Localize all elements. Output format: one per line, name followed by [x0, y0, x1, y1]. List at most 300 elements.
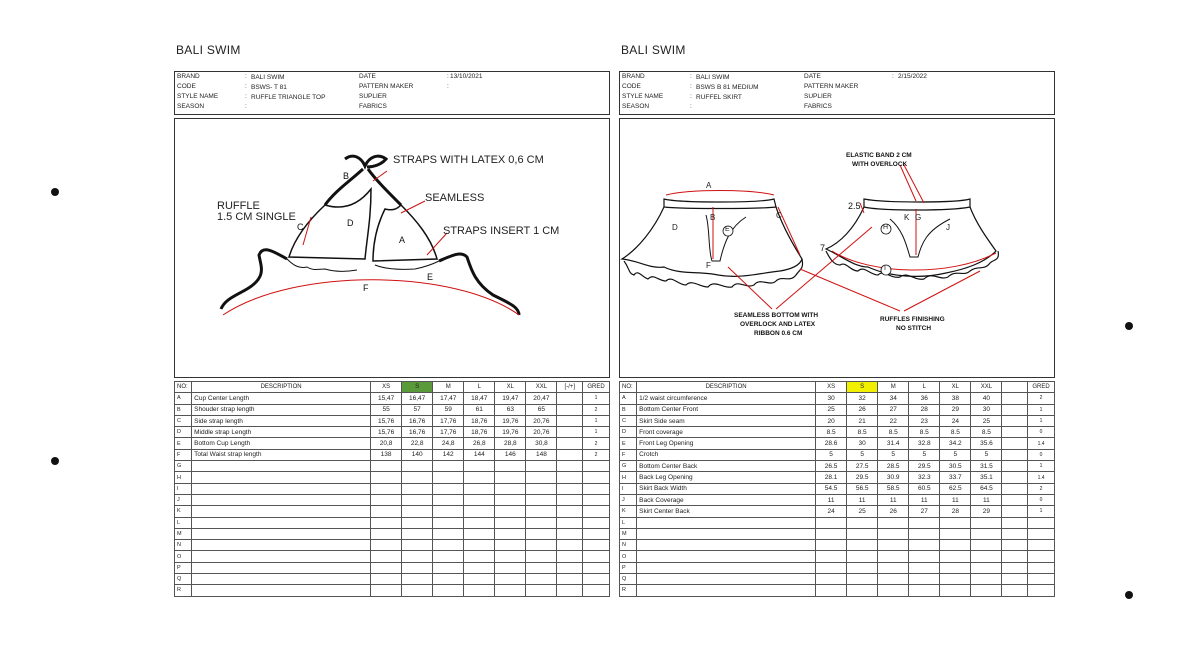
header-no: NO: [175, 382, 192, 393]
row-value: 24 [940, 415, 971, 426]
row-value: 1 [583, 427, 610, 438]
row-letter: J [620, 494, 637, 505]
row-value: 40 [971, 393, 1002, 404]
row-value [816, 540, 847, 551]
row-value: 30.5 [940, 461, 971, 472]
row-value [495, 540, 526, 551]
row-value [847, 574, 878, 585]
row-value: 28 [940, 506, 971, 517]
row-description [637, 562, 816, 573]
spec-sheet-skirt [619, 0, 1055, 662]
row-letter: N [620, 540, 637, 551]
header-description: DESCRIPTION [192, 382, 371, 393]
row-value: 26,8 [464, 438, 495, 449]
row-letter: C [175, 415, 192, 426]
brand-title: BALI SWIM [176, 43, 241, 57]
row-value [526, 551, 557, 562]
measurement-table [174, 381, 610, 597]
row-letter: G [175, 461, 192, 472]
row-description [637, 528, 816, 539]
row-description [637, 574, 816, 585]
row-description: Front coverage [637, 427, 816, 438]
measure-label-i: I [884, 265, 886, 272]
row-description [192, 551, 371, 562]
row-letter: N [175, 540, 192, 551]
row-value: 29.5 [847, 472, 878, 483]
row-value [1002, 393, 1028, 404]
row-value: 20,47 [526, 393, 557, 404]
row-value [371, 483, 402, 494]
measure-label-c: C [297, 222, 304, 232]
row-value: 11 [878, 494, 909, 505]
header-xxl: XXL [526, 382, 557, 393]
row-value: 16,76 [402, 415, 433, 426]
row-value [557, 494, 583, 505]
row-value [1028, 540, 1055, 551]
row-value [1002, 494, 1028, 505]
row-value [433, 494, 464, 505]
date-value: 13/10/2021 [450, 73, 483, 80]
row-value [495, 528, 526, 539]
row-value [495, 483, 526, 494]
row-value [1002, 540, 1028, 551]
callout-ruffles-line1: RUFFLES FINISHING [880, 316, 945, 323]
table-row [620, 574, 1055, 585]
row-letter: L [175, 517, 192, 528]
row-description: Skirt Back Width [637, 483, 816, 494]
row-value [433, 472, 464, 483]
row-value [1028, 562, 1055, 573]
row-value [909, 517, 940, 528]
row-letter: F [175, 449, 192, 460]
table-row [620, 461, 1055, 472]
row-value [495, 574, 526, 585]
season-label: SEASON [622, 103, 650, 110]
row-value: 26 [878, 506, 909, 517]
row-value [878, 562, 909, 573]
margin-dot [1125, 322, 1133, 330]
measure-label-d: D [672, 223, 678, 232]
row-value [402, 461, 433, 472]
row-value [402, 517, 433, 528]
pattern-maker-label: PATTERN MAKER [804, 83, 859, 90]
row-letter: H [175, 472, 192, 483]
row-value: 29.5 [909, 461, 940, 472]
row-value [371, 528, 402, 539]
row-value [433, 574, 464, 585]
row-letter: G [620, 461, 637, 472]
row-value [847, 551, 878, 562]
row-value: 27.5 [847, 461, 878, 472]
row-description: Bottom Center Back [637, 461, 816, 472]
row-description: Skirt Side seam [637, 415, 816, 426]
spec-sheet-top [174, 0, 610, 662]
row-value: 30 [971, 404, 1002, 415]
table-row [175, 393, 610, 404]
row-value: 11 [971, 494, 1002, 505]
row-letter: P [620, 562, 637, 573]
row-value [557, 562, 583, 573]
row-value: 54.5 [816, 483, 847, 494]
row-value: 34.2 [940, 438, 971, 449]
row-value [583, 551, 610, 562]
table-row [175, 438, 610, 449]
row-value: 32.3 [909, 472, 940, 483]
table-row [620, 585, 1055, 596]
row-letter: D [620, 427, 637, 438]
row-value [1002, 438, 1028, 449]
row-value [583, 540, 610, 551]
row-letter: K [620, 506, 637, 517]
row-value: 1 [1028, 415, 1055, 426]
table-row [175, 449, 610, 460]
row-value [1002, 415, 1028, 426]
row-value [878, 551, 909, 562]
row-value [557, 540, 583, 551]
row-value [371, 585, 402, 596]
brand-label: BRAND [177, 73, 200, 80]
row-value: 32.8 [909, 438, 940, 449]
info-box: BRAND : BALI SWIM CODE : BSWS B 81 MEDIUM STYLE NAME : RUFFEL SKIRT SEASON : DATE : 2/15/2022 PATTERN MAKER SUPLIER FABRICS [619, 71, 1055, 115]
row-value: 20 [816, 415, 847, 426]
row-description: Crotch [637, 449, 816, 460]
row-value [816, 562, 847, 573]
row-letter: B [620, 404, 637, 415]
table-row [620, 506, 1055, 517]
row-letter: J [175, 494, 192, 505]
row-value [526, 483, 557, 494]
row-value [583, 585, 610, 596]
callout-straps-insert: STRAPS INSERT 1 CM [443, 225, 560, 237]
row-letter: O [620, 551, 637, 562]
callout-seamless-line2: OVERLOCK AND LATEX [740, 321, 816, 328]
row-value [816, 574, 847, 585]
code-label: CODE [177, 83, 196, 90]
measure-label-k: K [904, 213, 910, 222]
row-value [1002, 506, 1028, 517]
row-value: 28 [909, 404, 940, 415]
row-letter: I [175, 483, 192, 494]
row-value: 28.6 [816, 438, 847, 449]
measure-label-a: A [706, 181, 712, 190]
row-value: 8.5 [971, 427, 1002, 438]
row-value [526, 506, 557, 517]
measure-label-d: D [347, 218, 354, 228]
table-row [175, 427, 610, 438]
header-xs: XS [816, 382, 847, 393]
row-description: Back Leg Opening [637, 472, 816, 483]
brand-label: BRAND [622, 73, 645, 80]
table-row [175, 415, 610, 426]
row-value [909, 540, 940, 551]
row-value: 146 [495, 449, 526, 460]
row-value [1002, 483, 1028, 494]
row-value [940, 562, 971, 573]
callout-ruffles-line2: NO STITCH [896, 325, 932, 332]
row-letter: O [175, 551, 192, 562]
row-value [1028, 517, 1055, 528]
row-value: 140 [402, 449, 433, 460]
row-description [637, 585, 816, 596]
row-letter: A [175, 393, 192, 404]
row-value [847, 540, 878, 551]
row-value: 30 [816, 393, 847, 404]
row-value: 35.1 [971, 472, 1002, 483]
row-value [557, 427, 583, 438]
brand-title: BALI SWIM [621, 43, 686, 57]
row-value: 34 [878, 393, 909, 404]
row-value [371, 494, 402, 505]
row-value [1028, 528, 1055, 539]
row-value: 5 [878, 449, 909, 460]
row-value [464, 506, 495, 517]
margin-dot [51, 457, 59, 465]
row-value: 17,76 [433, 415, 464, 426]
row-value: 57 [402, 404, 433, 415]
callout-ruffle-line2: 1.5 CM SINGLE [217, 211, 296, 223]
row-value [1002, 585, 1028, 596]
row-value: 11 [940, 494, 971, 505]
row-value [402, 483, 433, 494]
table-row [620, 404, 1055, 415]
row-letter: B [175, 404, 192, 415]
row-value [909, 562, 940, 573]
row-description: Cup Center Length [192, 393, 371, 404]
date-value: 2/15/2022 [898, 73, 927, 80]
row-value [433, 562, 464, 573]
row-value: 30.9 [878, 472, 909, 483]
header-xl: XL [495, 382, 526, 393]
callout-seamless: SEAMLESS [425, 192, 485, 204]
row-value [1002, 551, 1028, 562]
row-value [1028, 551, 1055, 562]
row-description [637, 517, 816, 528]
bikini-top-illustration [175, 119, 609, 377]
row-value: 20,8 [371, 438, 402, 449]
measure-label-2-5: 2.5 [848, 201, 861, 211]
style-label: STYLE NAME [177, 93, 219, 100]
row-value [557, 404, 583, 415]
table-row [175, 494, 610, 505]
measure-label-a: A [399, 235, 406, 245]
row-value: 32 [847, 393, 878, 404]
row-letter: M [175, 528, 192, 539]
row-value [1002, 517, 1028, 528]
row-value: 29 [940, 404, 971, 415]
row-value [402, 494, 433, 505]
row-value: 22,8 [402, 438, 433, 449]
table-row [620, 540, 1055, 551]
table-row [175, 517, 610, 528]
row-value [909, 551, 940, 562]
row-value [878, 585, 909, 596]
header-grade: GRED [583, 382, 610, 393]
row-value: 11 [847, 494, 878, 505]
row-value: 38 [940, 393, 971, 404]
row-value [464, 461, 495, 472]
row-value [495, 461, 526, 472]
row-value [557, 461, 583, 472]
code-value: BSWS B 81 MEDIUM [696, 84, 759, 91]
table-row [620, 483, 1055, 494]
row-value [583, 506, 610, 517]
row-value [816, 551, 847, 562]
row-value [464, 585, 495, 596]
row-value: 0 [1028, 427, 1055, 438]
row-value: 26.5 [816, 461, 847, 472]
row-value [495, 562, 526, 573]
row-value: 19,47 [495, 393, 526, 404]
header-l: L [909, 382, 940, 393]
row-description: Skirt Center Back [637, 506, 816, 517]
row-value [371, 574, 402, 585]
row-value [371, 540, 402, 551]
row-value [464, 551, 495, 562]
row-value: 138 [371, 449, 402, 460]
row-value: 19,76 [495, 415, 526, 426]
row-value: 2 [583, 404, 610, 415]
row-value: 64.5 [971, 483, 1002, 494]
row-description: Front Leg Opening [637, 438, 816, 449]
measure-label-b: B [343, 171, 350, 181]
row-value [1002, 461, 1028, 472]
row-description: Bottom Center Front [637, 404, 816, 415]
table-row [175, 540, 610, 551]
margin-dot [51, 188, 59, 196]
row-description: Back Coverage [637, 494, 816, 505]
row-value [816, 528, 847, 539]
row-value [433, 540, 464, 551]
row-value: 25 [971, 415, 1002, 426]
row-value: 25 [816, 404, 847, 415]
supplier-label: SUPLIER [359, 93, 387, 100]
row-value [1028, 574, 1055, 585]
row-value [402, 472, 433, 483]
row-value [557, 415, 583, 426]
row-value: 24,8 [433, 438, 464, 449]
row-value: 15,76 [371, 427, 402, 438]
row-value [1002, 574, 1028, 585]
row-value [583, 472, 610, 483]
row-value [526, 517, 557, 528]
table-row [175, 574, 610, 585]
row-value: 0 [1028, 494, 1055, 505]
row-value: 26 [847, 404, 878, 415]
row-value [557, 551, 583, 562]
row-value: 1 [1028, 506, 1055, 517]
row-value [816, 585, 847, 596]
row-letter: M [620, 528, 637, 539]
row-value: 15,47 [371, 393, 402, 404]
row-value [495, 551, 526, 562]
header-description: DESCRIPTION [637, 382, 816, 393]
row-value: 1 [1028, 404, 1055, 415]
row-value [583, 574, 610, 585]
callout-ruffle-line1: RUFFLE [217, 200, 260, 212]
table-row [620, 427, 1055, 438]
table-row [620, 517, 1055, 528]
row-value [557, 472, 583, 483]
row-value: 15,76 [371, 415, 402, 426]
row-value [495, 472, 526, 483]
row-value: 16,47 [402, 393, 433, 404]
row-value [557, 574, 583, 585]
row-value [402, 562, 433, 573]
row-value [433, 585, 464, 596]
date-label: DATE [359, 73, 376, 80]
row-value [940, 551, 971, 562]
row-value [1002, 404, 1028, 415]
table-header-row [620, 382, 1055, 393]
row-description [192, 585, 371, 596]
row-value: 36 [909, 393, 940, 404]
row-value [971, 562, 1002, 573]
measurement-table [619, 381, 1055, 597]
row-letter: H [620, 472, 637, 483]
style-value: RUFFEL SKIRT [696, 94, 742, 101]
row-value [526, 461, 557, 472]
table-row [620, 528, 1055, 539]
row-value [371, 461, 402, 472]
row-value: 27 [878, 404, 909, 415]
row-value [402, 585, 433, 596]
table-row [620, 551, 1055, 562]
row-value [816, 517, 847, 528]
row-value [433, 461, 464, 472]
row-value: 56.5 [847, 483, 878, 494]
row-value [557, 528, 583, 539]
table-row [620, 393, 1055, 404]
header-xxl: XXL [971, 382, 1002, 393]
fabrics-label: FABRICS [804, 103, 832, 110]
table-row [175, 585, 610, 596]
row-value [1002, 449, 1028, 460]
row-letter: F [620, 449, 637, 460]
row-description [192, 483, 371, 494]
row-letter: P [175, 562, 192, 573]
row-value [526, 528, 557, 539]
row-value [371, 506, 402, 517]
row-value: 28.5 [878, 461, 909, 472]
row-value [878, 574, 909, 585]
row-description [192, 472, 371, 483]
row-value [464, 528, 495, 539]
row-value: 31.5 [971, 461, 1002, 472]
row-description [637, 551, 816, 562]
row-value [583, 528, 610, 539]
row-letter: R [620, 585, 637, 596]
row-value [909, 574, 940, 585]
row-description: Middle strap Length [192, 427, 371, 438]
row-value [557, 449, 583, 460]
row-value: 142 [433, 449, 464, 460]
row-value [433, 483, 464, 494]
row-value [433, 506, 464, 517]
header-no: NO: [620, 382, 637, 393]
row-value: 58.5 [878, 483, 909, 494]
row-description: 1/2 waist circumference [637, 393, 816, 404]
style-label: STYLE NAME [622, 93, 664, 100]
row-value [557, 506, 583, 517]
row-value [971, 517, 1002, 528]
callout-seamless-line1: SEAMLESS BOTTOM WITH [734, 312, 819, 319]
row-value [583, 483, 610, 494]
row-value [878, 540, 909, 551]
row-value: 29 [971, 506, 1002, 517]
header-s-highlight: S [402, 382, 433, 393]
row-value: 65 [526, 404, 557, 415]
style-value: RUFFLE TRIANGLE TOP [251, 94, 326, 101]
